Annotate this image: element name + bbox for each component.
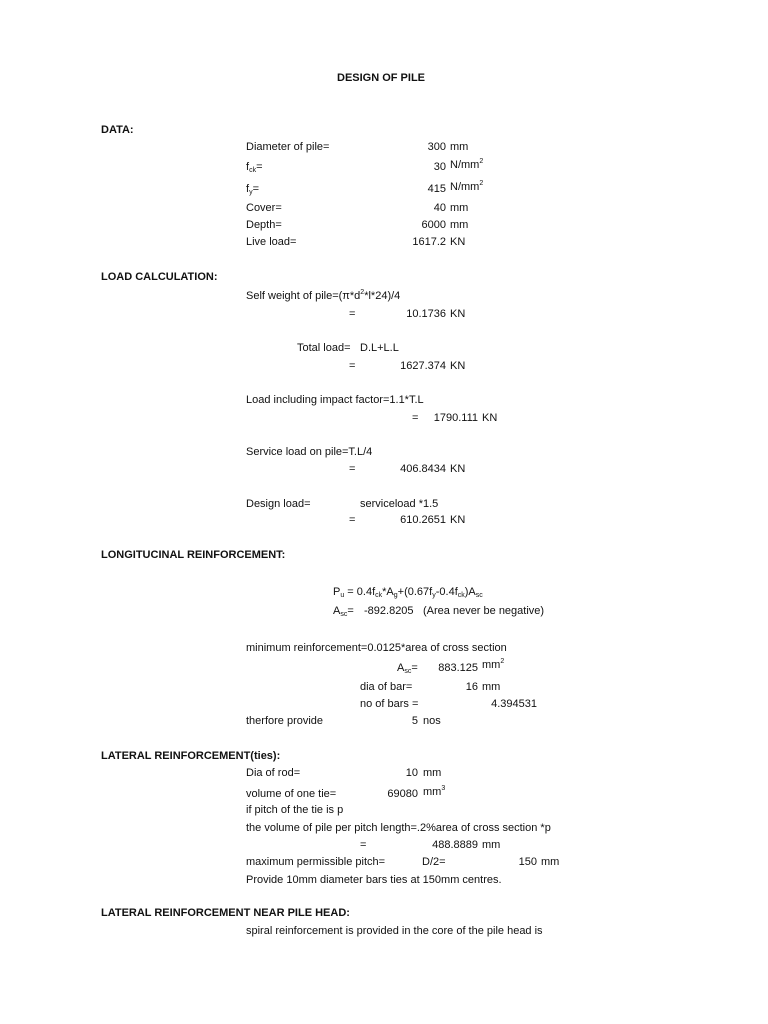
impact-eq: = <box>412 412 419 424</box>
service-eq: = <box>349 463 356 475</box>
impact-value: 1790.111 <box>433 412 478 424</box>
provide-label: therfore provide <box>246 715 324 727</box>
self-weight-unit: KN <box>450 308 466 320</box>
vol-tie-value: 69080 <box>387 788 418 800</box>
design-load-formula: serviceload *1.5 <box>360 498 439 510</box>
depth-label: Depth= <box>246 219 282 231</box>
max-pitch-value: 150 <box>518 856 537 868</box>
self-weight-eq: = <box>349 308 356 320</box>
asc-min-unit: $mm^2$ <box>482 658 505 671</box>
vol-pile-line: the volume of pile per pitch length=.2%area of cross section *p <box>246 822 551 834</box>
max-pitch-unit: mm <box>541 856 560 868</box>
service-unit: KN <box>450 463 466 475</box>
pu-formula: $P_u = 0.4f_{ck}*A_g+(0.67f_y-0.4f_{ck})A_{sc}$ <box>333 586 483 599</box>
vol-pile-unit: mm <box>482 839 501 851</box>
no-bars-label: no of bars = <box>360 698 419 710</box>
fy-unit: $N/mm^2$ <box>450 180 484 193</box>
provide-unit: nos <box>423 715 441 727</box>
asc-note: (Area never be negative) <box>423 605 545 617</box>
design-load-label: Design load= <box>246 498 311 510</box>
service-label: Service load on pile=T.L/4 <box>246 446 373 458</box>
fy-value: 415 <box>427 183 446 195</box>
cover-label: Cover= <box>246 202 282 214</box>
diameter-unit: mm <box>450 141 469 153</box>
near-head-heading: LATERAL REINFORCEMENT NEAR PILE HEAD: <box>101 907 350 919</box>
total-load-label: Total load= <box>297 342 351 354</box>
vol-tie-label: volume of one tie= <box>246 788 337 800</box>
dia-rod-label: Dia of rod= <box>246 767 301 779</box>
total-load-formula: D.L+L.L <box>360 342 399 354</box>
vol-tie-unit: $mm^3$ <box>423 785 446 798</box>
longitudinal-heading: LONGITUCINAL REINFORCEMENT: <box>101 549 286 561</box>
total-load-unit: KN <box>450 360 466 372</box>
max-pitch-label: maximum permissible pitch= <box>246 856 386 868</box>
fy-label: $f_y=$ <box>246 183 259 196</box>
asc-min-label: $A_{sc}=$ <box>397 662 418 675</box>
diameter-value: 300 <box>427 141 446 153</box>
asc-label: $A_{sc}=$ <box>333 605 354 618</box>
pitch-line: if pitch of the tie is p <box>246 804 344 816</box>
provide-ties-line: Provide 10mm diameter bars ties at 150mm centres. <box>246 874 502 886</box>
depth-unit: mm <box>450 219 469 231</box>
self-weight-label: Self weight of $pile=(\pi*d^2*l*24)/4$ <box>246 289 401 302</box>
dia-bar-label: dia of bar= <box>360 681 413 693</box>
service-value: 406.8434 <box>400 463 446 475</box>
fck-unit: $N/mm^2$ <box>450 158 484 171</box>
design-load-value: 610.2651 <box>400 514 446 526</box>
live-load-label: Live load= <box>246 236 297 248</box>
cover-unit: mm <box>450 202 469 214</box>
min-reinforcement-label: minimum reinforcement=0.0125*area of cross section <box>246 642 507 654</box>
dia-bar-unit: mm <box>482 681 501 693</box>
asc-min-value: 883.125 <box>438 662 478 674</box>
dia-rod-value: 10 <box>405 767 418 779</box>
total-load-value: 1627.374 <box>400 360 446 372</box>
data-heading: DATA: <box>101 124 134 136</box>
self-weight-value: 10.1736 <box>406 308 446 320</box>
no-bars-value: 4.394531 <box>491 698 537 710</box>
provide-value: 5 <box>411 715 418 727</box>
impact-unit: KN <box>482 412 498 424</box>
vol-pile-eq: = <box>360 839 367 851</box>
fck-label: $f_{ck}=$ <box>246 161 263 174</box>
design-load-unit: KN <box>450 514 466 526</box>
live-load-unit: KN <box>450 236 466 248</box>
cover-value: 40 <box>433 202 446 214</box>
design-load-eq: = <box>349 514 356 526</box>
asc-value: -892.8205 <box>364 605 414 617</box>
near-head-line: spiral reinforcement is provided in the core of the pile head is <box>246 925 543 937</box>
dia-bar-value: 16 <box>465 681 478 693</box>
diameter-label: Diameter of pile= <box>246 141 330 153</box>
load-calc-heading: LOAD CALCULATION: <box>101 271 218 283</box>
max-pitch-formula: D/2= <box>422 856 446 868</box>
vol-pile-value: 488.8889 <box>432 839 478 851</box>
page-title: DESIGN OF PILE <box>337 72 426 84</box>
fck-value: 30 <box>433 161 446 173</box>
impact-label: Load including impact factor=1.1*T.L <box>246 394 424 406</box>
live-load-value: 1617.2 <box>412 236 446 248</box>
depth-value: 6000 <box>421 219 446 231</box>
lateral-heading: LATERAL REINFORCEMENT(ties): <box>101 750 281 762</box>
total-load-eq: = <box>349 360 356 372</box>
dia-rod-unit: mm <box>423 767 442 779</box>
